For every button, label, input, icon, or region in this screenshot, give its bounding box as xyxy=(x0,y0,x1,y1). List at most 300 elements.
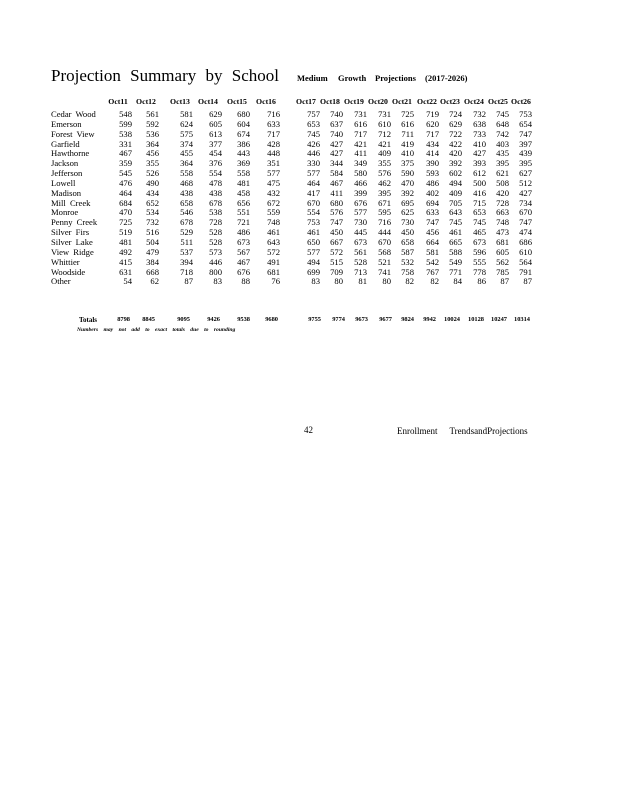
school-name: Silver Firs xyxy=(51,227,90,238)
table-cell: 758 xyxy=(401,266,414,277)
rounding-note: Numbers may not add to exact totals due to rounding xyxy=(77,327,236,333)
total-cell: 9942 xyxy=(423,316,436,323)
projection-table xyxy=(0,109,618,286)
total-cell: 9095 xyxy=(177,316,190,323)
table-row xyxy=(0,227,618,237)
table-cell: 624 xyxy=(180,118,193,129)
table-cell: 718 xyxy=(180,266,193,277)
table-cell: 461 xyxy=(449,227,462,238)
table-cell: 731 xyxy=(378,109,391,119)
table-row xyxy=(0,257,618,267)
table-cell: 587 xyxy=(401,246,414,257)
table-cell: 725 xyxy=(401,109,414,119)
table-cell: 740 xyxy=(330,128,343,139)
table-cell: 474 xyxy=(519,227,532,238)
table-cell: 717 xyxy=(426,128,439,139)
table-cell: 532 xyxy=(401,256,414,267)
table-cell: 538 xyxy=(119,128,132,139)
table-cell: 605 xyxy=(496,246,509,257)
table-cell: 443 xyxy=(237,148,250,159)
table-cell: 551 xyxy=(237,207,250,218)
table-cell: 80 xyxy=(334,276,343,287)
table-cell: 716 xyxy=(267,109,280,119)
table-cell: 778 xyxy=(473,266,486,277)
footer-word-2: TrendsandProjections xyxy=(449,426,528,436)
table-cell: 450 xyxy=(401,227,414,238)
table-row xyxy=(0,198,618,208)
table-cell: 712 xyxy=(378,128,391,139)
table-cell: 491 xyxy=(267,256,280,267)
total-cell: 10128 xyxy=(468,316,484,323)
table-cell: 713 xyxy=(354,266,367,277)
table-cell: 629 xyxy=(449,118,462,129)
table-cell: 653 xyxy=(473,207,486,218)
column-header: Oct20 xyxy=(368,97,388,106)
table-cell: 466 xyxy=(354,177,367,188)
table-cell: 742 xyxy=(496,128,509,139)
table-row xyxy=(0,207,618,217)
table-cell: 581 xyxy=(426,246,439,257)
table-cell: 572 xyxy=(267,246,280,257)
table-cell: 444 xyxy=(378,227,391,238)
table-cell: 392 xyxy=(449,158,462,169)
table-cell: 638 xyxy=(473,118,486,129)
total-cell: 9677 xyxy=(379,316,392,323)
column-header: Oct16 xyxy=(256,97,276,106)
table-cell: 757 xyxy=(307,109,320,119)
table-cell: 438 xyxy=(180,187,193,198)
table-cell: 558 xyxy=(237,168,250,179)
table-cell: 627 xyxy=(519,168,532,179)
table-row xyxy=(0,139,618,149)
table-cell: 468 xyxy=(180,177,193,188)
table-cell: 576 xyxy=(378,168,391,179)
table-cell: 633 xyxy=(426,207,439,218)
table-cell: 504 xyxy=(146,236,159,247)
school-name: Jefferson xyxy=(51,168,83,179)
table-cell: 415 xyxy=(119,256,132,267)
table-cell: 439 xyxy=(519,148,532,159)
table-row xyxy=(0,247,618,257)
table-cell: 428 xyxy=(267,138,280,149)
table-cell: 420 xyxy=(449,148,462,159)
table-cell: 715 xyxy=(473,197,486,208)
table-cell: 748 xyxy=(496,217,509,228)
table-cell: 564 xyxy=(519,256,532,267)
table-cell: 664 xyxy=(426,236,439,247)
table-row xyxy=(0,109,618,119)
school-name: Cedar Wood xyxy=(51,109,96,119)
totals-label: Totals xyxy=(79,316,98,324)
table-cell: 732 xyxy=(473,109,486,119)
table-cell: 414 xyxy=(426,148,439,159)
table-cell: 681 xyxy=(267,266,280,277)
table-cell: 456 xyxy=(146,148,159,159)
table-cell: 427 xyxy=(473,148,486,159)
table-cell: 673 xyxy=(237,236,250,247)
table-cell: 516 xyxy=(146,227,159,238)
table-cell: 771 xyxy=(449,266,462,277)
school-name: Other xyxy=(51,276,71,287)
table-cell: 393 xyxy=(473,158,486,169)
table-cell: 668 xyxy=(146,266,159,277)
table-cell: 546 xyxy=(180,207,193,218)
column-header: Oct17 xyxy=(296,97,316,106)
table-cell: 730 xyxy=(401,217,414,228)
table-cell: 386 xyxy=(237,138,250,149)
table-cell: 658 xyxy=(180,197,193,208)
table-cell: 478 xyxy=(209,177,222,188)
table-cell: 658 xyxy=(401,236,414,247)
table-cell: 667 xyxy=(330,236,343,247)
school-name: Hawthorne xyxy=(51,148,90,159)
table-cell: 422 xyxy=(449,138,462,149)
table-cell: 528 xyxy=(354,256,367,267)
table-cell: 392 xyxy=(401,187,414,198)
table-cell: 678 xyxy=(209,197,222,208)
table-row xyxy=(0,188,618,198)
table-cell: 454 xyxy=(209,148,222,159)
table-cell: 576 xyxy=(330,207,343,218)
table-cell: 519 xyxy=(119,227,132,238)
table-cell: 577 xyxy=(354,207,367,218)
table-cell: 416 xyxy=(473,187,486,198)
table-cell: 724 xyxy=(449,109,462,119)
table-cell: 349 xyxy=(354,158,367,169)
school-name: Garfield xyxy=(51,138,80,149)
table-cell: 411 xyxy=(354,148,367,159)
table-cell: 475 xyxy=(267,177,280,188)
table-cell: 684 xyxy=(119,197,132,208)
page-title: Projection Summary by School xyxy=(51,66,279,85)
table-cell: 470 xyxy=(119,207,132,218)
table-cell: 508 xyxy=(496,177,509,188)
page-number: 42 xyxy=(304,425,313,435)
column-header: Oct13 xyxy=(170,97,190,106)
total-cell: 8845 xyxy=(142,316,155,323)
table-cell: 432 xyxy=(267,187,280,198)
table-cell: 716 xyxy=(378,217,391,228)
table-cell: 479 xyxy=(146,246,159,257)
column-header: Oct19 xyxy=(344,97,364,106)
table-cell: 526 xyxy=(146,168,159,179)
subtitle-word-3: Projections xyxy=(375,73,416,83)
table-cell: 555 xyxy=(473,256,486,267)
table-cell: 740 xyxy=(330,109,343,119)
table-cell: 461 xyxy=(307,227,320,238)
table-row xyxy=(0,178,618,188)
table-cell: 434 xyxy=(426,138,439,149)
school-name: Penny Creek xyxy=(51,217,98,228)
table-cell: 448 xyxy=(267,148,280,159)
table-cell: 395 xyxy=(496,158,509,169)
table-cell: 725 xyxy=(119,217,132,228)
column-header: Oct25 xyxy=(488,97,508,106)
table-cell: 731 xyxy=(354,109,367,119)
table-cell: 390 xyxy=(426,158,439,169)
total-cell: 8798 xyxy=(117,316,130,323)
table-cell: 631 xyxy=(119,266,132,277)
table-cell: 490 xyxy=(146,177,159,188)
table-cell: 593 xyxy=(426,168,439,179)
table-cell: 402 xyxy=(426,187,439,198)
table-cell: 529 xyxy=(180,227,193,238)
table-cell: 629 xyxy=(209,109,222,119)
school-name: Woodside xyxy=(51,266,86,277)
table-cell: 492 xyxy=(119,246,132,257)
table-cell: 670 xyxy=(519,207,532,218)
table-cell: 481 xyxy=(237,177,250,188)
table-cell: 476 xyxy=(119,177,132,188)
table-cell: 559 xyxy=(267,207,280,218)
table-row xyxy=(0,168,618,178)
table-cell: 464 xyxy=(307,177,320,188)
table-cell: 604 xyxy=(237,118,250,129)
table-cell: 577 xyxy=(267,168,280,179)
table-cell: 561 xyxy=(146,109,159,119)
table-cell: 465 xyxy=(473,227,486,238)
table-cell: 678 xyxy=(180,217,193,228)
table-cell: 709 xyxy=(330,266,343,277)
total-cell: 9774 xyxy=(332,316,345,323)
table-cell: 403 xyxy=(496,138,509,149)
column-header: Oct22 xyxy=(417,97,437,106)
table-cell: 648 xyxy=(496,118,509,129)
total-cell: 9426 xyxy=(207,316,220,323)
table-cell: 745 xyxy=(473,217,486,228)
table-cell: 87 xyxy=(500,276,509,287)
table-cell: 83 xyxy=(213,276,222,287)
table-cell: 616 xyxy=(401,118,414,129)
table-cell: 637 xyxy=(330,118,343,129)
table-cell: 369 xyxy=(237,158,250,169)
table-cell: 86 xyxy=(477,276,486,287)
table-cell: 455 xyxy=(180,148,193,159)
table-cell: 719 xyxy=(426,109,439,119)
column-header: Oct18 xyxy=(320,97,340,106)
table-cell: 753 xyxy=(307,217,320,228)
table-cell: 364 xyxy=(146,138,159,149)
table-cell: 355 xyxy=(378,158,391,169)
table-cell: 435 xyxy=(496,148,509,159)
total-cell: 10024 xyxy=(444,316,460,323)
table-cell: 748 xyxy=(267,217,280,228)
table-cell: 625 xyxy=(401,207,414,218)
total-cell: 9673 xyxy=(355,316,368,323)
table-cell: 733 xyxy=(473,128,486,139)
table-cell: 81 xyxy=(358,276,367,287)
table-cell: 486 xyxy=(426,177,439,188)
table-cell: 364 xyxy=(180,158,193,169)
table-cell: 456 xyxy=(426,227,439,238)
table-cell: 445 xyxy=(354,227,367,238)
table-cell: 747 xyxy=(519,128,532,139)
table-cell: 62 xyxy=(150,276,159,287)
table-cell: 376 xyxy=(209,158,222,169)
table-cell: 330 xyxy=(307,158,320,169)
table-cell: 673 xyxy=(354,236,367,247)
table-cell: 521 xyxy=(378,256,391,267)
table-cell: 377 xyxy=(209,138,222,149)
table-cell: 83 xyxy=(311,276,320,287)
school-name: Monroe xyxy=(51,207,79,218)
table-cell: 411 xyxy=(330,187,343,198)
total-cell: 9755 xyxy=(308,316,321,323)
table-row xyxy=(0,267,618,277)
table-cell: 462 xyxy=(378,177,391,188)
table-cell: 722 xyxy=(449,128,462,139)
table-cell: 605 xyxy=(209,118,222,129)
table-cell: 359 xyxy=(119,158,132,169)
table-cell: 410 xyxy=(401,148,414,159)
table-cell: 717 xyxy=(267,128,280,139)
table-cell: 577 xyxy=(307,168,320,179)
table-row xyxy=(0,148,618,158)
table-cell: 791 xyxy=(519,266,532,277)
table-cell: 409 xyxy=(449,187,462,198)
table-cell: 575 xyxy=(180,128,193,139)
table-cell: 652 xyxy=(146,197,159,208)
table-cell: 753 xyxy=(519,109,532,119)
total-cell: 10314 xyxy=(514,316,530,323)
subtitle-years: (2017-2026) xyxy=(425,73,468,83)
subtitle-word-1: Medium xyxy=(297,73,328,83)
table-cell: 686 xyxy=(519,236,532,247)
table-cell: 410 xyxy=(473,138,486,149)
table-cell: 620 xyxy=(426,118,439,129)
table-cell: 653 xyxy=(307,118,320,129)
table-cell: 672 xyxy=(267,197,280,208)
table-cell: 470 xyxy=(401,177,414,188)
table-cell: 82 xyxy=(430,276,439,287)
table-cell: 705 xyxy=(449,197,462,208)
table-cell: 676 xyxy=(354,197,367,208)
table-cell: 633 xyxy=(267,118,280,129)
table-cell: 473 xyxy=(496,227,509,238)
table-cell: 800 xyxy=(209,266,222,277)
table-cell: 656 xyxy=(237,197,250,208)
table-cell: 375 xyxy=(401,158,414,169)
table-cell: 592 xyxy=(146,118,159,129)
table-cell: 399 xyxy=(354,187,367,198)
table-cell: 670 xyxy=(378,236,391,247)
table-cell: 450 xyxy=(330,227,343,238)
table-cell: 590 xyxy=(401,168,414,179)
table-cell: 602 xyxy=(449,168,462,179)
table-cell: 76 xyxy=(271,276,280,287)
table-cell: 84 xyxy=(453,276,462,287)
table-cell: 88 xyxy=(241,276,250,287)
table-cell: 673 xyxy=(473,236,486,247)
table-cell: 674 xyxy=(237,128,250,139)
table-cell: 680 xyxy=(330,197,343,208)
table-cell: 464 xyxy=(119,187,132,198)
table-cell: 734 xyxy=(519,197,532,208)
table-cell: 417 xyxy=(307,187,320,198)
column-header: Oct15 xyxy=(227,97,247,106)
table-cell: 54 xyxy=(123,276,132,287)
school-name: Forest View xyxy=(51,128,95,139)
table-cell: 355 xyxy=(146,158,159,169)
table-cell: 732 xyxy=(146,217,159,228)
table-cell: 446 xyxy=(307,148,320,159)
table-cell: 534 xyxy=(146,207,159,218)
column-header: Oct26 xyxy=(511,97,531,106)
table-row xyxy=(0,276,618,286)
school-name: Whittier xyxy=(51,256,80,267)
table-cell: 621 xyxy=(496,168,509,179)
table-cell: 427 xyxy=(519,187,532,198)
table-cell: 494 xyxy=(449,177,462,188)
table-cell: 663 xyxy=(496,207,509,218)
table-row xyxy=(0,119,618,129)
school-name: Silver Lake xyxy=(51,236,93,247)
table-cell: 728 xyxy=(496,197,509,208)
table-cell: 434 xyxy=(146,187,159,198)
table-cell: 438 xyxy=(209,187,222,198)
table-cell: 87 xyxy=(184,276,193,287)
column-header: Oct24 xyxy=(464,97,484,106)
table-cell: 711 xyxy=(401,128,414,139)
table-cell: 395 xyxy=(378,187,391,198)
table-cell: 562 xyxy=(496,256,509,267)
column-header: Oct11 xyxy=(108,97,128,106)
table-cell: 528 xyxy=(209,236,222,247)
total-cell: 9680 xyxy=(265,316,278,323)
table-cell: 747 xyxy=(330,217,343,228)
table-row xyxy=(0,158,618,168)
table-cell: 420 xyxy=(496,187,509,198)
table-cell: 481 xyxy=(119,236,132,247)
footer-word-1: Enrollment xyxy=(397,426,438,436)
table-cell: 612 xyxy=(473,168,486,179)
table-cell: 538 xyxy=(209,207,222,218)
table-cell: 419 xyxy=(401,138,414,149)
total-cell: 9824 xyxy=(401,316,414,323)
table-cell: 87 xyxy=(523,276,532,287)
total-cell: 10247 xyxy=(491,316,507,323)
school-name: View Ridge xyxy=(51,246,94,257)
table-cell: 695 xyxy=(401,197,414,208)
table-cell: 694 xyxy=(426,197,439,208)
table-cell: 568 xyxy=(378,246,391,257)
column-header: Oct14 xyxy=(198,97,218,106)
table-cell: 554 xyxy=(307,207,320,218)
table-cell: 82 xyxy=(405,276,414,287)
table-cell: 344 xyxy=(330,158,343,169)
table-cell: 427 xyxy=(330,138,343,149)
table-cell: 549 xyxy=(449,256,462,267)
table-cell: 397 xyxy=(519,138,532,149)
table-cell: 616 xyxy=(354,118,367,129)
table-cell: 458 xyxy=(237,187,250,198)
table-cell: 512 xyxy=(519,177,532,188)
table-cell: 421 xyxy=(378,138,391,149)
table-cell: 80 xyxy=(382,276,391,287)
table-cell: 767 xyxy=(426,266,439,277)
table-cell: 581 xyxy=(180,109,193,119)
table-cell: 745 xyxy=(496,109,509,119)
table-cell: 610 xyxy=(378,118,391,129)
table-row xyxy=(0,129,618,139)
table-cell: 670 xyxy=(307,197,320,208)
column-header: Oct21 xyxy=(392,97,412,106)
school-name: Mill Creek xyxy=(51,197,91,208)
table-cell: 446 xyxy=(209,256,222,267)
table-cell: 741 xyxy=(378,266,391,277)
table-cell: 567 xyxy=(237,246,250,257)
table-cell: 536 xyxy=(146,128,159,139)
